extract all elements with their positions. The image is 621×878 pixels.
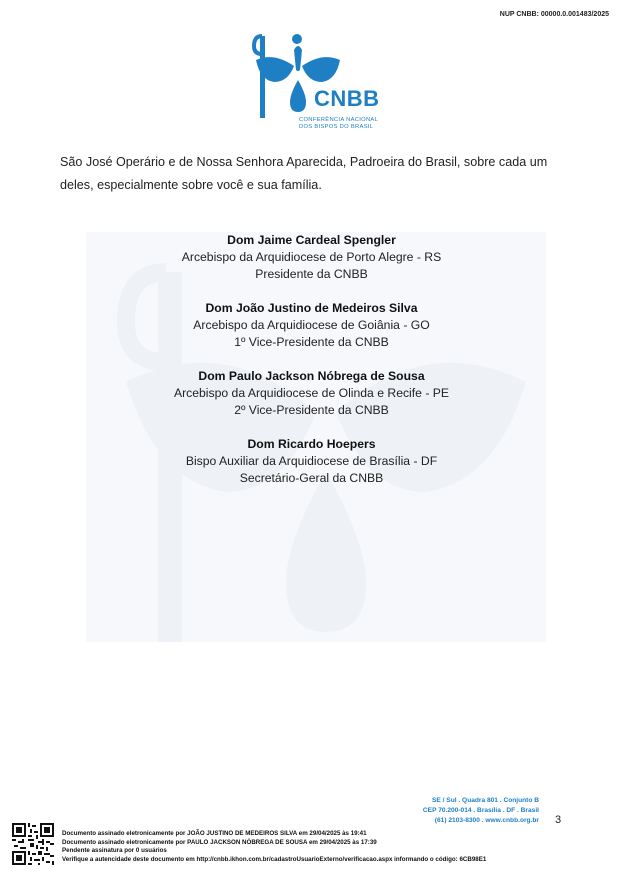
cnbb-logo bbox=[250, 30, 380, 138]
signer-name: Dom Ricardo Hoepers bbox=[247, 437, 376, 451]
electronic-signature-info bbox=[62, 830, 486, 864]
address-line-2: CEP 70.200-014 . Brasília . DF . Brasil bbox=[422, 807, 539, 814]
signers-block bbox=[60, 232, 563, 504]
signer-name: Dom João Justino de Medeiros Silva bbox=[205, 301, 418, 315]
signer-1 bbox=[60, 232, 563, 283]
signer-role: Arcebispo da Arquidiocese de Olinda e Recife - PE bbox=[173, 386, 450, 400]
logo-subtitle-1: CONFERÊNCIA NACIONAL bbox=[299, 117, 379, 123]
signer-title: 1º Vice-Presidente da CNBB bbox=[234, 335, 389, 349]
signer-role: Bispo Auxiliar da Arquidiocese de Brasília - DF bbox=[185, 454, 438, 468]
verification-line[interactable]: Verifique a autencidade deste documento em http://cnbb.ikhon.com.br/cadastroUsuarioExterno/verificacao.aspx informando o código: 6CB98E1 bbox=[62, 855, 487, 863]
qr-code-icon bbox=[12, 823, 54, 865]
verification-qr-code[interactable] bbox=[12, 823, 54, 865]
signature-line: Documento assinado eletronicamente por PAULO JACKSON NÓBREGA DE SOUSA em 29/04/2025 às 17:39 bbox=[62, 838, 377, 846]
signer-name: Dom Paulo Jackson Nóbrega de Sousa bbox=[198, 369, 425, 383]
signature-line: Documento assinado eletronicamente por JOÃO JUSTINO DE MEDEIROS SILVA em 29/04/2025 às 19:41 bbox=[62, 830, 367, 837]
signer-name: Dom Jaime Cardeal Spengler bbox=[227, 233, 396, 247]
page-number: 3 bbox=[555, 814, 562, 826]
address-line-1: SE / Sul . Quadra 801 . Conjunto B bbox=[432, 797, 539, 804]
nup-number: NUP CNBB: 00000.0.001483/2025 bbox=[499, 11, 609, 18]
intro-paragraph: São José Operário e de Nossa Senhora Aparecida, Padroeira do Brasil, sobre cada um deles, especialmente sobre você e sua família. bbox=[60, 155, 548, 192]
logo-subtitle-2: DOS BISPOS DO BRASIL bbox=[299, 124, 374, 130]
signer-title: Presidente da CNBB bbox=[255, 267, 368, 281]
address-line-3: (61) 2103-8300 . www.cnbb.org.br bbox=[434, 817, 539, 824]
signer-role: Arcebispo da Arquidiocese de Goiânia - GO bbox=[193, 318, 430, 332]
signer-title: Secretário-Geral da CNBB bbox=[239, 471, 384, 485]
signer-2 bbox=[60, 300, 563, 351]
signer-title: 2º Vice-Presidente da CNBB bbox=[234, 403, 389, 417]
signer-4 bbox=[60, 436, 563, 487]
signature-line: Pendente assinatura por 0 usuários bbox=[62, 847, 167, 855]
logo-brand: CNBB bbox=[314, 86, 380, 111]
signer-3 bbox=[60, 368, 563, 419]
footer-address bbox=[423, 796, 539, 826]
signer-role: Arcebispo da Arquidiocese de Porto Alegre - RS bbox=[181, 250, 442, 264]
